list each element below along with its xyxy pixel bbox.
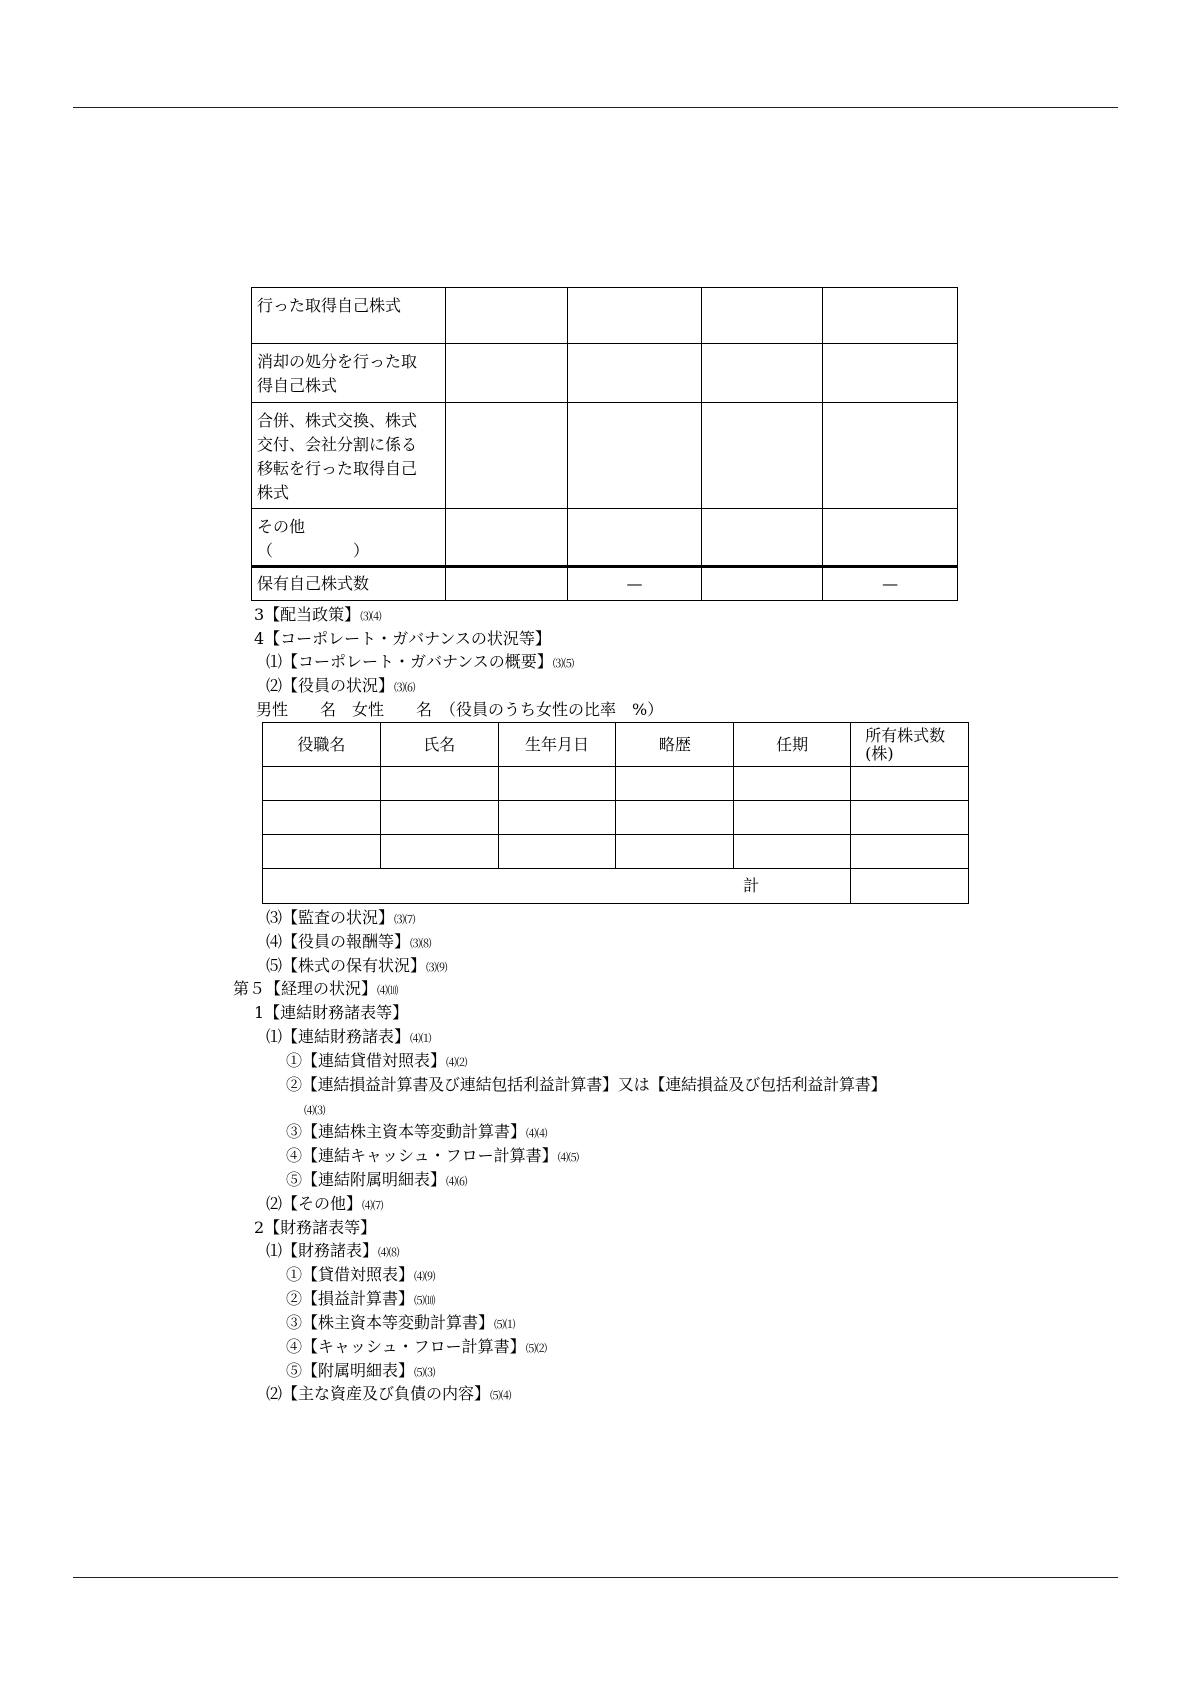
- table-cell: —: [567, 567, 702, 600]
- section-heading: 2【財務諸表等】: [254, 1218, 377, 1237]
- table-cell: [823, 344, 958, 403]
- table-header-row: [263, 723, 969, 767]
- treasury-stock-table: [251, 287, 958, 601]
- table-cell: [567, 344, 702, 403]
- section-heading: ⑵【主な資産及び負債の内容】⑸⑷: [266, 1384, 512, 1403]
- officer-table: [262, 722, 969, 904]
- row-label: その他 （ ）: [252, 509, 446, 566]
- section-heading: ④【キャッシュ・フロー計算書】⑸⑵: [286, 1337, 547, 1356]
- table-row: [263, 801, 969, 835]
- header-cell: 役職名: [263, 723, 381, 767]
- section-heading: 第５【経理の状況】⑷⑽: [233, 979, 399, 998]
- row-label: 合併、株式交換、株式 交付、会社分割に係る 移転を行った取得自己 株式: [252, 403, 446, 509]
- section-heading: ⑤【附属明細表】⑸⑶: [286, 1361, 436, 1380]
- section-heading: 3【配当政策】⑶⑷: [254, 605, 382, 624]
- section-heading: ②【損益計算書】⑸⑽: [286, 1289, 436, 1308]
- row-label: 行った取得自己株式: [252, 288, 446, 344]
- table-cell: [851, 869, 969, 904]
- header-cell: 生年月日: [498, 723, 616, 767]
- table-cell: [445, 288, 567, 344]
- table-cell: [445, 567, 567, 600]
- section-heading: ③【連結株主資本等変動計算書】⑷⑷: [286, 1122, 548, 1141]
- header-rule: [73, 107, 1118, 108]
- table-cell: [445, 403, 567, 509]
- section-heading: ①【貸借対照表】⑷⑼: [286, 1265, 436, 1284]
- table-row: [252, 509, 958, 566]
- section-heading: ⑷【役員の報酬等】⑶⑻: [266, 932, 432, 951]
- section-heading: ⑴【コーポレート・ガバナンスの概要】⑶⑸: [266, 652, 574, 671]
- total-row: [263, 869, 969, 904]
- table-cell: [823, 509, 958, 566]
- table-cell: —: [823, 567, 958, 600]
- section-heading: ⑤【連結附属明細表】⑷⑹: [286, 1170, 468, 1189]
- table-row: [252, 344, 958, 403]
- table-cell: [445, 344, 567, 403]
- section-heading: ⑴【財務諸表】⑷⑻: [266, 1241, 400, 1260]
- header-cell: 所有株式数 (株): [851, 723, 969, 767]
- section-heading: 1【連結財務諸表等】: [254, 1003, 409, 1022]
- section-heading: ⑶【監査の状況】⑶⑺: [266, 908, 416, 927]
- table-cell: [702, 344, 823, 403]
- header-cell: 任期: [734, 723, 851, 767]
- section-heading: ⑵【その他】⑷⑺: [266, 1194, 384, 1213]
- table-cell: [823, 403, 958, 509]
- table-cell: [567, 288, 702, 344]
- gender-ratio-line: 男性 名 女性 名 （役員のうち女性の比率 %）: [256, 700, 664, 719]
- table-cell: [702, 288, 823, 344]
- section-heading: ③【株主資本等変動計算書】⑸⑴: [286, 1313, 516, 1332]
- table-row: [263, 835, 969, 869]
- table-cell: [445, 509, 567, 566]
- table-cell: [702, 403, 823, 509]
- table-cell: [567, 403, 702, 509]
- table-row: [252, 567, 958, 600]
- header-cell: 氏名: [380, 723, 498, 767]
- table-cell: [702, 509, 823, 566]
- section-heading: ④【連結キャッシュ・フロー計算書】⑷⑸: [286, 1146, 579, 1165]
- table-row: [252, 403, 958, 509]
- row-label: 消却の処分を行った取 得自己株式: [252, 344, 446, 403]
- section-heading: 4【コーポレート・ガバナンスの状況等】: [254, 629, 551, 648]
- section-note: ⑷⑶: [304, 1104, 325, 1117]
- header-cell: 略歴: [616, 723, 734, 767]
- section-heading: ⑸【株式の保有状況】⑶⑼: [266, 956, 448, 975]
- section-heading: ⑴【連結財務諸表】⑷⑴: [266, 1027, 432, 1046]
- section-heading: ①【連結貸借対照表】⑷⑵: [286, 1051, 468, 1070]
- table-cell: [567, 509, 702, 566]
- table-row: [263, 767, 969, 801]
- table-cell: [702, 567, 823, 600]
- table-row: [252, 288, 958, 344]
- section-heading: ⑵【役員の状況】⑶⑹: [266, 676, 416, 695]
- table-cell: [823, 288, 958, 344]
- total-label: 計: [263, 869, 851, 904]
- holding-label: 保有自己株式数: [252, 567, 446, 600]
- footer-rule: [73, 1577, 1118, 1578]
- section-heading: ②【連結損益計算書及び連結包括利益計算書】又は【連結損益及び包括利益計算書】: [286, 1075, 887, 1094]
